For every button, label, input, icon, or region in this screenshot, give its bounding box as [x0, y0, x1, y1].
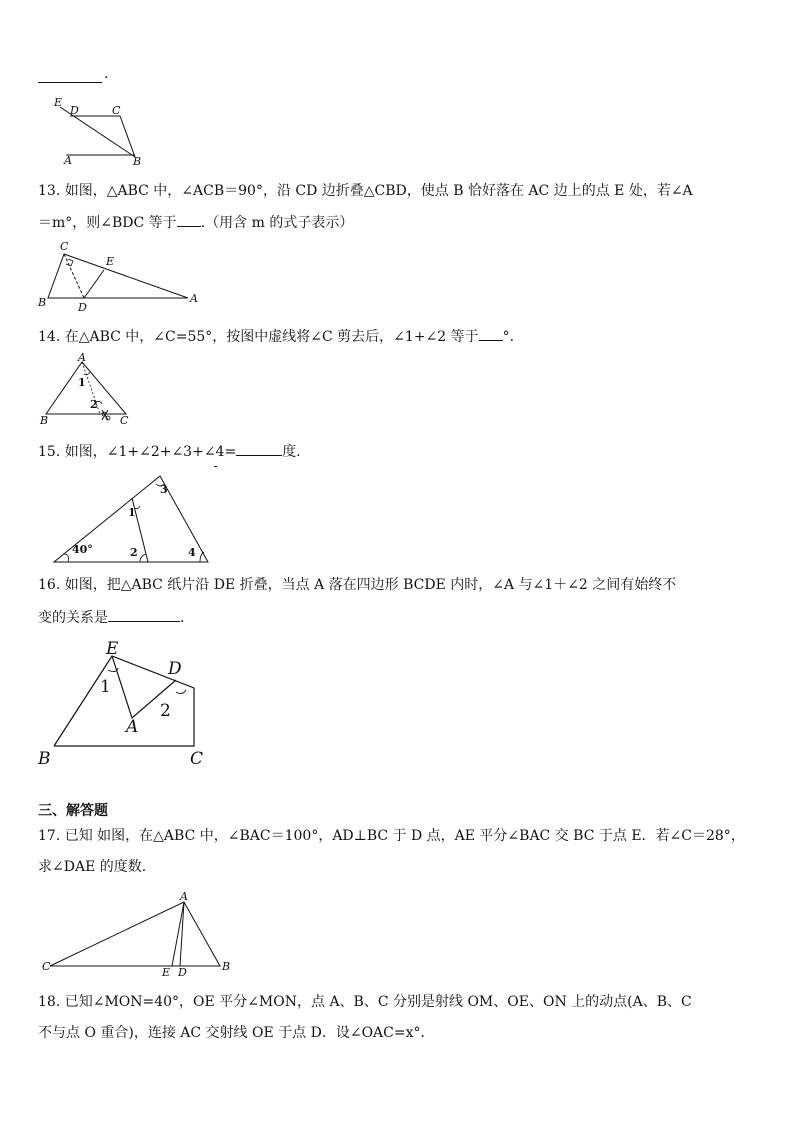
- figure-14: [38, 352, 138, 428]
- answer-blank-16: [108, 607, 180, 622]
- answer-blank-13: [177, 212, 201, 227]
- q16-text-line1: 16. 如图，把△ABC 纸片沿 DE 折叠，当点 A 落在四边形 BCDE 内时，∠A 与∠1＋∠2 之间有始终不: [38, 577, 677, 593]
- scissors-icon: [102, 410, 110, 420]
- q13-text-line2a: ＝m°，则∠BDC 等于: [38, 215, 177, 231]
- fig12-label-b: B: [133, 155, 142, 168]
- fig17-label-d: D: [178, 966, 187, 979]
- fig13-label-b: B: [38, 296, 47, 309]
- q14-text: [38, 326, 514, 347]
- fig17-label-a: A: [180, 890, 188, 903]
- q16-text-line2a: 变的关系是: [38, 610, 108, 626]
- fig15-label-2: 2: [130, 546, 138, 559]
- fig15-label-40: 40°: [72, 543, 93, 556]
- answer-blank-12: [38, 70, 102, 83]
- fig17-label-c: C: [42, 960, 51, 973]
- q15-text-post: 度.: [282, 444, 301, 460]
- fig16-label-b: B: [38, 749, 51, 769]
- q14-text-pre: 14. 在△ABC 中，∠C=55°，按图中虚线将∠C 剪去后，∠1+∠2 等于: [38, 329, 479, 345]
- fig16-label-d: D: [168, 659, 182, 679]
- q16-text-line2b: .: [180, 610, 185, 626]
- fig13-label-a: A: [190, 292, 198, 305]
- fig12-label-a: A: [64, 154, 72, 167]
- q17-text-line1: 17. 已知 如图，在△ABC 中，∠BAC＝100°，AD⊥BC 于 D 点，AE 平分∠BAC 交 BC 于点 E．若∠C＝28°，: [38, 828, 745, 844]
- q18-text-line1: 18. 已知∠MON=40°，OE 平分∠MON，点 A、B、C 分别是射线 OM、OE、ON 上的动点(A、B、C: [38, 994, 692, 1010]
- fig17-label-b: B: [222, 960, 231, 973]
- answer-blank-14: [479, 326, 503, 341]
- figure-16: [34, 634, 214, 774]
- answer-blank-15: [236, 441, 282, 456]
- q14-text-post: °.: [502, 329, 515, 345]
- fig16-label-2: 2: [160, 701, 171, 721]
- fig14-label-a: A: [78, 351, 86, 364]
- figure-17: [38, 888, 238, 982]
- fig12-label-e: E: [54, 96, 63, 109]
- fig14-label-c: C: [120, 414, 129, 427]
- figure-13: [34, 238, 204, 312]
- fig13-label-e: E: [106, 255, 115, 268]
- fig14-label-1: 1: [78, 376, 86, 389]
- fig15-label-1: 1: [128, 506, 136, 519]
- trailing-dot: .: [104, 66, 109, 82]
- q15-text: [38, 441, 301, 462]
- fig12-label-d: D: [70, 104, 79, 117]
- fig16-label-e: E: [106, 639, 119, 659]
- fig13-label-c: C: [60, 240, 69, 253]
- q13-text-line2: [38, 212, 353, 233]
- fig17-label-e: E: [162, 966, 171, 979]
- fig15-label-4: 4: [188, 546, 196, 559]
- fig13-label-d: D: [78, 301, 87, 314]
- q18-text-line2: 不与点 O 重合)，连接 AC 交射线 OE 于点 D．设∠OAC=x°．: [38, 1025, 435, 1041]
- q13-text-line2b: .（用含 m 的式子表示）: [200, 215, 354, 231]
- fig15-label-3: 3: [160, 483, 168, 496]
- figure-15: [50, 474, 215, 566]
- figure-12: [50, 95, 150, 167]
- section-title: 三、解答题: [38, 803, 108, 819]
- stray-mark: [214, 466, 217, 467]
- fig14-label-b: B: [40, 414, 49, 427]
- q16-text-line2: [38, 607, 184, 628]
- q13-text-line1: 13. 如图，△ABC 中，∠ACB＝90°，沿 CD 边折叠△CBD，使点 B 恰好落在 AC 边上的点 E 处，若∠A: [38, 183, 693, 199]
- fig16-label-c: C: [190, 749, 204, 769]
- fig16-label-a: A: [126, 717, 139, 737]
- q15-text-pre: 15. 如图，∠1+∠2+∠3+∠4=: [38, 444, 237, 460]
- fig14-label-2: 2: [90, 398, 98, 411]
- q17-text-line2: 求∠DAE 的度数.: [38, 859, 147, 875]
- fig16-label-1: 1: [100, 677, 111, 697]
- fig12-label-c: C: [112, 104, 121, 117]
